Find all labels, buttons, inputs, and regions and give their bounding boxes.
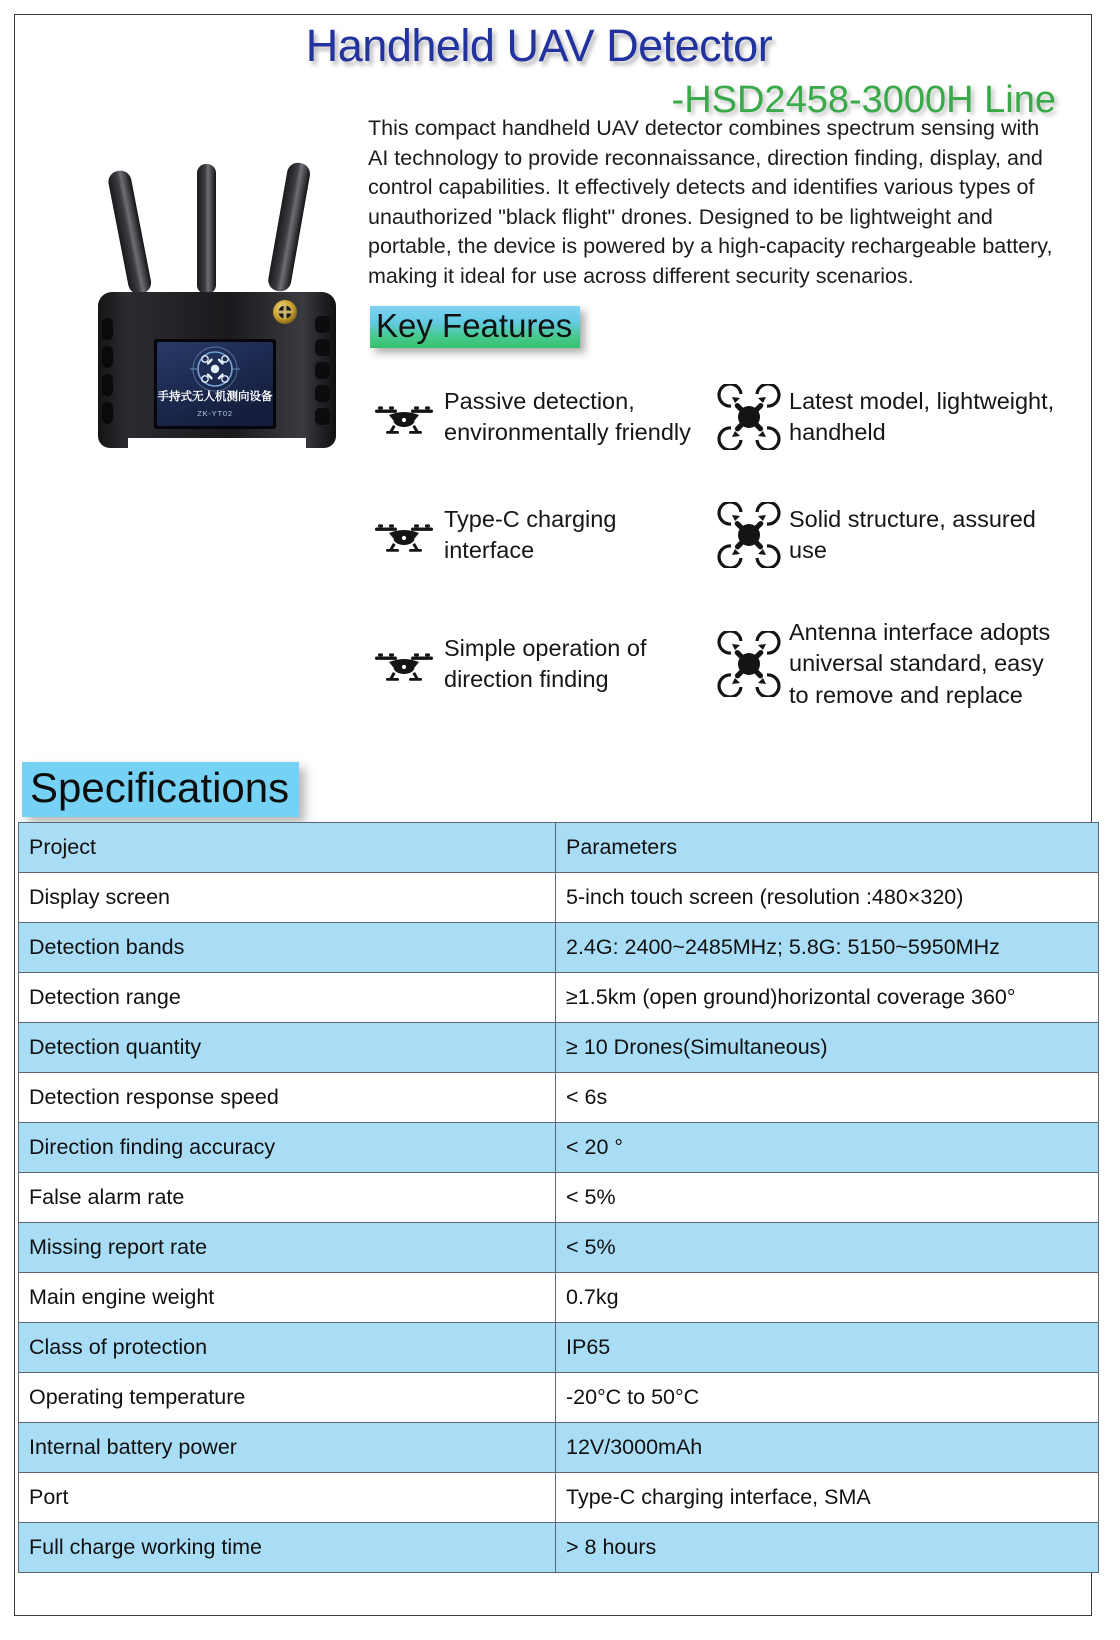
table-row [19,1373,1099,1423]
header [14,18,1092,121]
column-header: Parameters [556,823,1099,873]
table-row [19,1523,1099,1573]
handheld-detector-illustration [72,132,362,472]
spec-project-cell: Direction finding accuracy [19,1123,556,1173]
feature-label: Antenna interface adopts universal standard, easy to remove and replace [789,618,1051,708]
spec-parameter-cell: 0.7kg [556,1273,1099,1323]
spec-parameter-cell: ≥ 10 Drones(Simultaneous) [556,1023,1099,1073]
device-screen [154,339,276,429]
page-subtitle-model: -HSD2458-3000H Line [671,79,1056,121]
spec-project-cell: Missing report rate [19,1223,556,1273]
feature-item [713,594,1060,734]
spec-project-cell: Main engine weight [19,1273,556,1323]
key-features-list [368,358,1060,734]
spec-project-cell: Detection bands [19,923,556,973]
feature-label: Passive detection, environmentally friendly [444,387,691,445]
spec-project-cell: Internal battery power [19,1423,556,1473]
key-features-heading: Key Features [370,306,580,348]
feature-row [368,358,1060,476]
spec-project-cell: Detection quantity [19,1023,556,1073]
feature-item [368,476,713,594]
table-row [19,973,1099,1023]
feature-row [368,476,1060,594]
key-features-heading-wrap [370,306,580,348]
spec-project-cell: Display screen [19,873,556,923]
feature-label: Latest model, lightweight, handheld [789,387,1055,445]
table-header-row [19,823,1099,873]
specifications-table [18,822,1099,1573]
antenna-left [107,169,153,296]
antenna-right [267,161,312,293]
drone-side-icon [368,644,440,684]
table-row [19,1123,1099,1173]
spec-project-cell: Detection response speed [19,1073,556,1123]
spec-parameter-cell: 12V/3000mAh [556,1423,1099,1473]
feature-item [368,358,713,476]
spec-parameter-cell: 2.4G: 2400~2485MHz; 5.8G: 5150~5950MHz [556,923,1099,973]
feature-label: Type-C charging interface [444,505,617,563]
specifications-heading: Specifications [22,762,299,817]
spec-project-cell: Class of protection [19,1323,556,1373]
column-header: Project [19,823,556,873]
table-row [19,1423,1099,1473]
feature-label: Simple operation of direction finding [444,634,647,692]
spec-parameter-cell: ≥1.5km (open ground)horizontal coverage 360° [556,973,1099,1023]
spec-parameter-cell: 5-inch touch screen (resolution :480×320) [556,873,1099,923]
drone-top-icon [713,384,785,450]
product-description: This compact handheld UAV detector combines spectrum sensing with AI technology to provide reconnaissance, direction finding, display, and control capabilities. It effectively detects and identifies various types of unauthorized "black flight" drones. Designed to be lightweight and portable, the device is powered by a high-capacity rechargeable battery, making it ideal for use across different security scenarios. [368,116,1053,288]
spec-project-cell: Detection range [19,973,556,1023]
feature-item [368,594,713,734]
drone-top-icon [713,631,785,697]
table-row [19,923,1099,973]
table-row [19,1473,1099,1523]
screen-model-label: ZK-YT02 [197,409,233,418]
spec-parameter-cell: < 5% [556,1223,1099,1273]
feature-item [713,476,1060,594]
table-row [19,873,1099,923]
table-row [19,1073,1099,1123]
spec-parameter-cell: -20°C to 50°C [556,1373,1099,1423]
drone-side-icon [368,515,440,555]
feature-row [368,594,1060,734]
page-title: Handheld UAV Detector [305,20,773,71]
screen-title-cn: 手持式无人机测向设备 [157,389,273,403]
feature-item [713,358,1060,476]
product-photo [72,132,362,472]
table-row [19,1323,1099,1373]
table-row [19,1173,1099,1223]
spec-project-cell: Operating temperature [19,1373,556,1423]
antenna-center [197,164,216,294]
table-row [19,1023,1099,1073]
spec-parameter-cell: < 6s [556,1073,1099,1123]
spec-parameter-cell: < 20 ° [556,1123,1099,1173]
table-row [19,1223,1099,1273]
spec-project-cell: Full charge working time [19,1523,556,1573]
drone-top-icon [713,502,785,568]
connector-port [273,300,297,324]
spec-parameter-cell: > 8 hours [556,1523,1099,1573]
spec-parameter-cell: Type-C charging interface, SMA [556,1473,1099,1523]
spec-project-cell: False alarm rate [19,1173,556,1223]
feature-label: Solid structure, assured use [789,505,1036,563]
specifications-heading-wrap [22,762,299,817]
spec-parameter-cell: < 5% [556,1173,1099,1223]
drone-side-icon [368,397,440,437]
spec-parameter-cell: IP65 [556,1323,1099,1373]
spec-project-cell: Port [19,1473,556,1523]
table-row [19,1273,1099,1323]
